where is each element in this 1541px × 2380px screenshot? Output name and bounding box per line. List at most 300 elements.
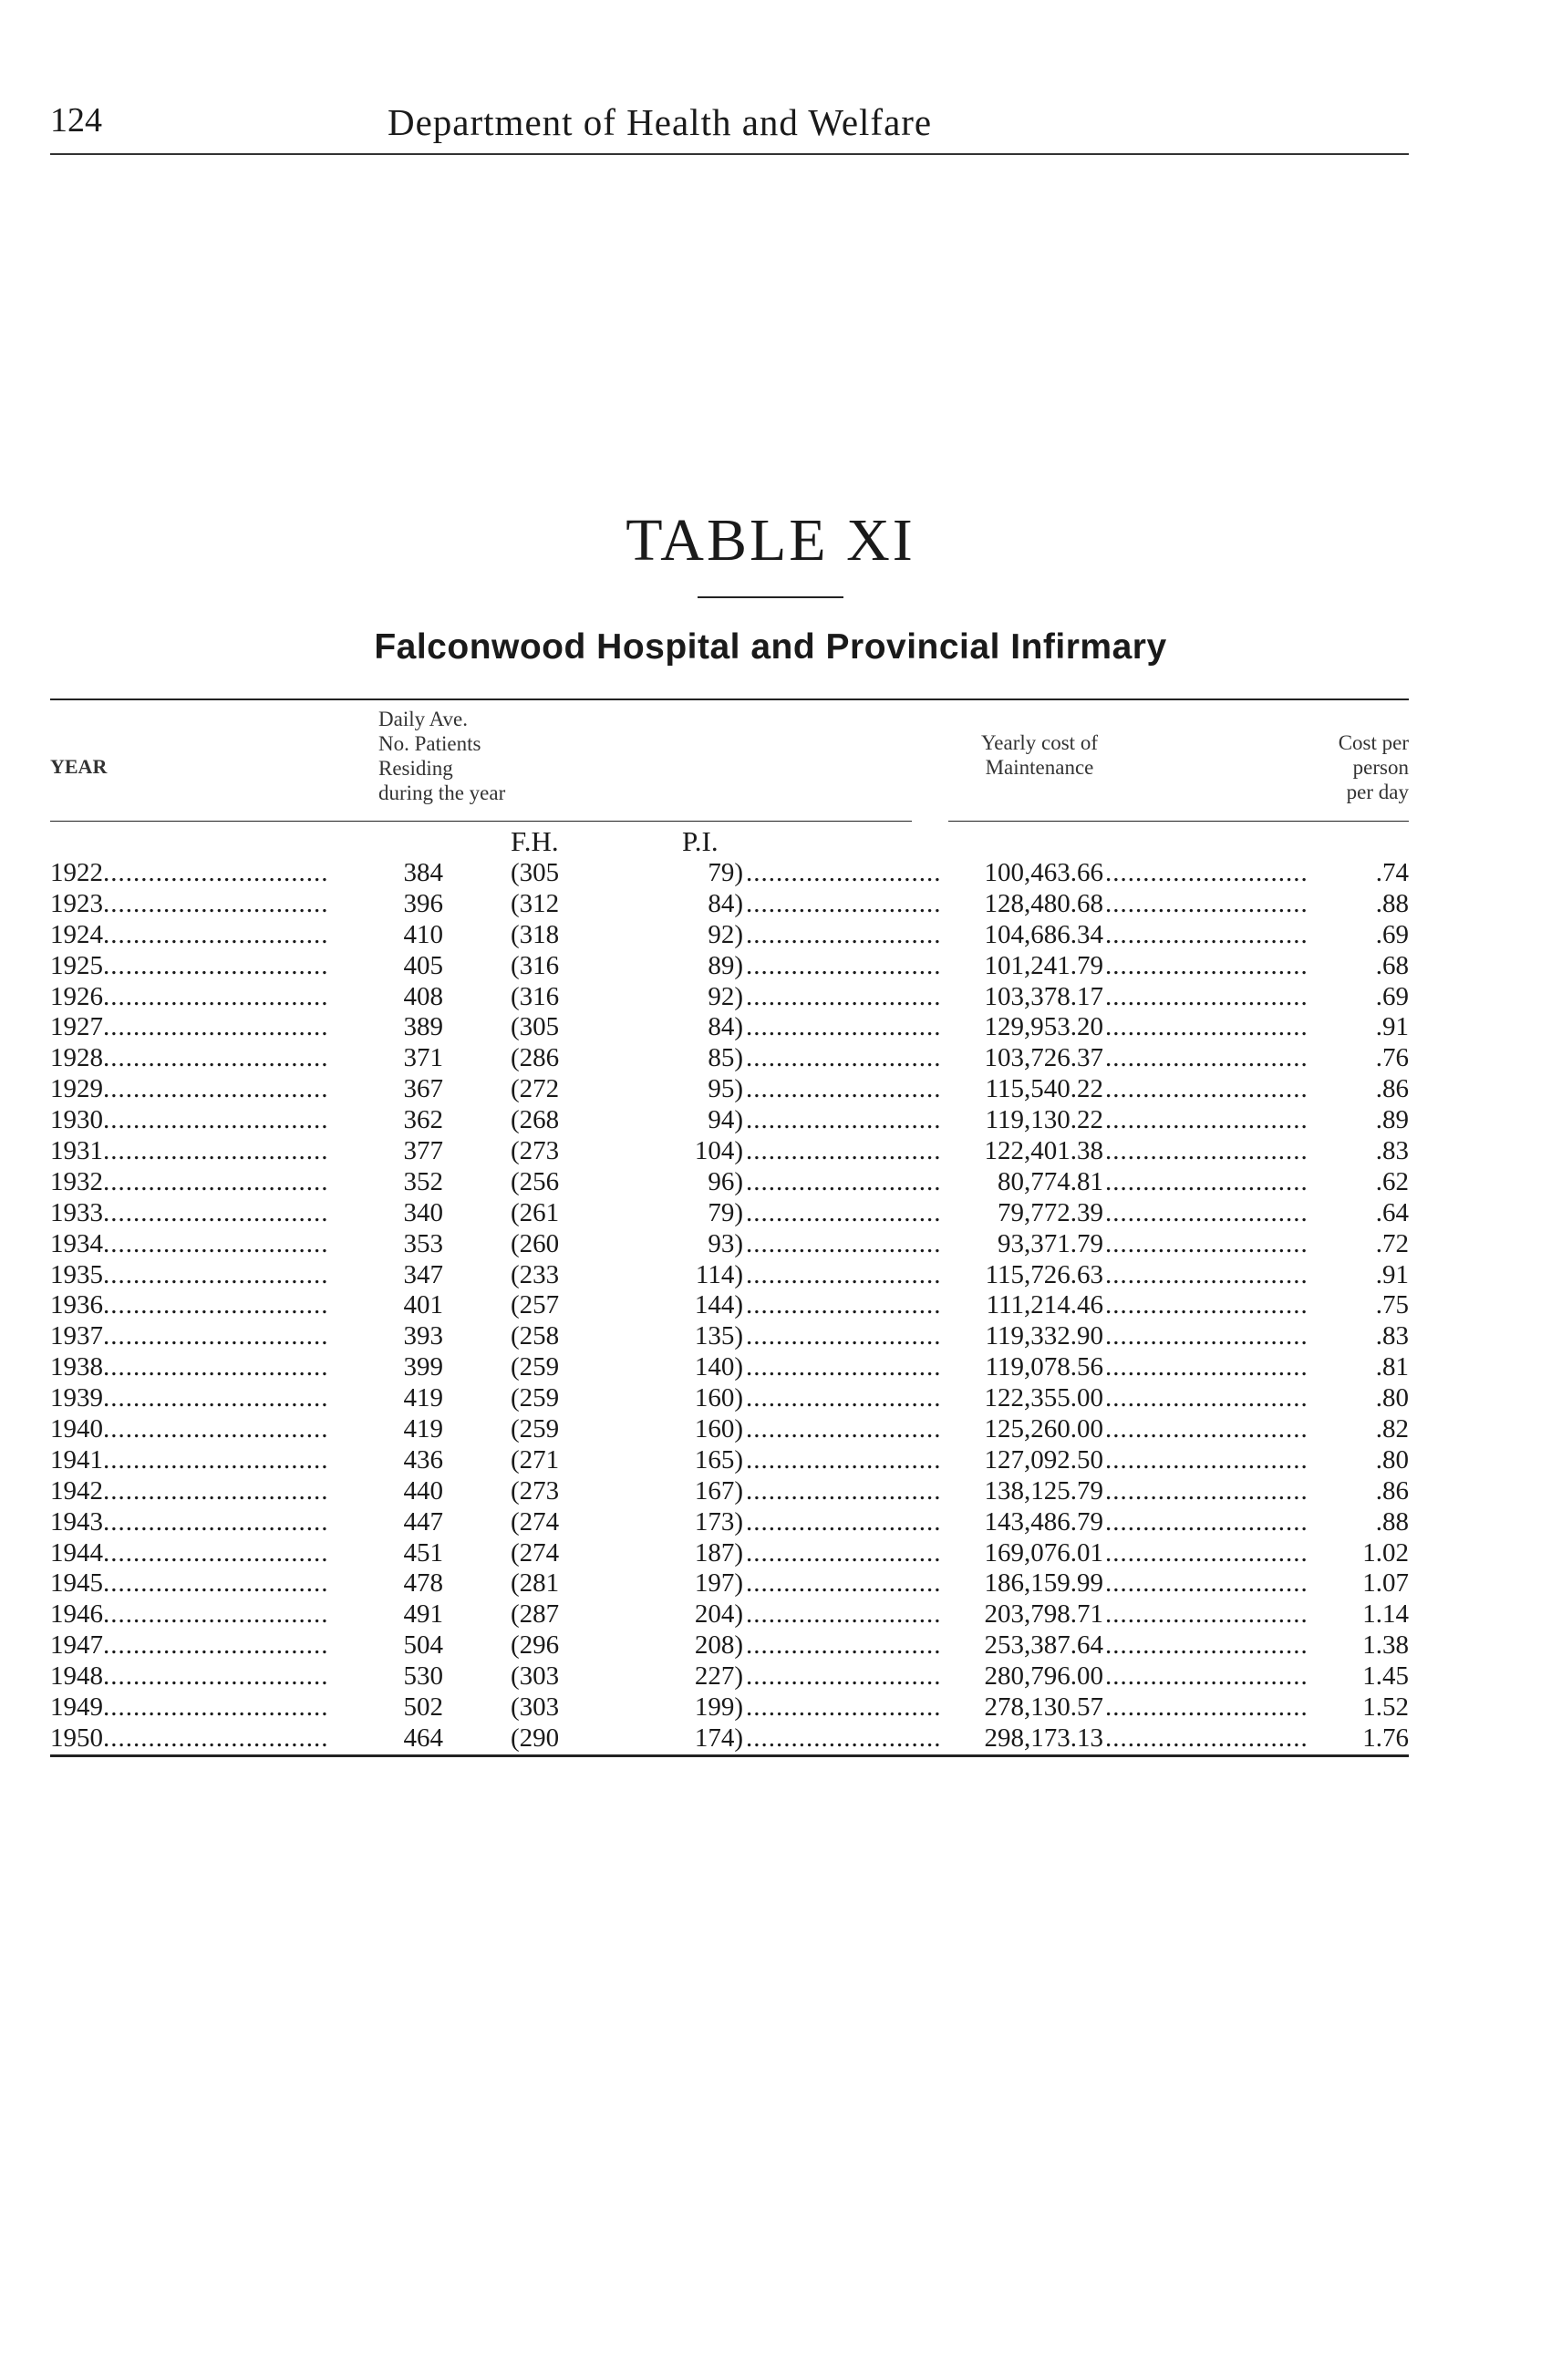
pi-count-cell: 197) xyxy=(694,1568,743,1599)
subheader-pi: P.I. xyxy=(682,825,719,857)
pi-count-cell: 160) xyxy=(694,1414,743,1444)
table-row xyxy=(0,1630,1541,1661)
year-label: 1946 xyxy=(50,1599,103,1630)
cost-per-day-cell: .76 xyxy=(1375,1043,1409,1073)
year-cell xyxy=(50,1136,328,1167)
page-number: 124 xyxy=(50,101,102,140)
year-cell xyxy=(50,1321,328,1352)
yearly-cost-cell: 111,214.46 xyxy=(986,1290,1103,1320)
leader-dots xyxy=(746,920,942,951)
year-cell xyxy=(50,1198,328,1229)
table-row xyxy=(0,1568,1541,1599)
leader-dots xyxy=(746,1507,942,1538)
pi-count-cell: 204) xyxy=(694,1599,743,1630)
cost-per-day-cell: 1.07 xyxy=(1362,1568,1409,1599)
year-cell xyxy=(50,1012,328,1043)
cost-per-day-cell: 1.14 xyxy=(1362,1599,1409,1630)
year-label: 1931 xyxy=(50,1136,103,1166)
daily-average-cell: 362 xyxy=(403,1105,443,1135)
year-cell xyxy=(50,982,328,1013)
table-row xyxy=(0,1105,1541,1136)
daily-average-cell: 393 xyxy=(403,1321,443,1351)
column-header-line: Cost per xyxy=(1338,731,1409,754)
fh-count-cell: (271 xyxy=(511,1444,560,1475)
table-row xyxy=(0,1383,1541,1414)
fh-count-cell: (286 xyxy=(511,1043,560,1073)
year-cell xyxy=(50,1043,328,1074)
cost-per-day-cell: .69 xyxy=(1375,981,1409,1011)
leader-dots xyxy=(1105,1630,1308,1661)
pi-count-cell: 92) xyxy=(708,919,743,949)
pi-count-cell: 93) xyxy=(708,1228,743,1258)
table-row xyxy=(0,920,1541,951)
daily-average-cell: 419 xyxy=(403,1414,443,1444)
running-head xyxy=(50,100,1409,155)
cost-per-day-cell: .80 xyxy=(1375,1444,1409,1475)
leader-dots xyxy=(1105,1229,1308,1260)
year-label: 1926 xyxy=(50,981,103,1011)
table-row xyxy=(0,1043,1541,1074)
yearly-cost-cell: 298,173.13 xyxy=(984,1723,1103,1753)
leader-dots xyxy=(1105,1383,1308,1414)
pi-count-cell: 114) xyxy=(695,1259,743,1289)
daily-average-cell: 367 xyxy=(403,1074,443,1104)
daily-average-cell: 419 xyxy=(403,1383,443,1413)
yearly-cost-cell: 103,378.17 xyxy=(984,981,1103,1011)
leader-dots xyxy=(746,1661,942,1692)
column-header-yearly-cost xyxy=(930,730,1149,780)
table-row xyxy=(0,1599,1541,1630)
year-cell xyxy=(50,1167,328,1198)
table-row xyxy=(0,1661,1541,1692)
year-label: 1938 xyxy=(50,1352,103,1382)
leader-dots xyxy=(746,1136,942,1167)
header-bottom-rule xyxy=(948,821,1409,822)
pi-count-cell: 174) xyxy=(694,1723,743,1753)
leader-dots xyxy=(1105,1290,1308,1321)
pi-count-cell: 173) xyxy=(694,1506,743,1537)
leader-dots xyxy=(1105,1167,1308,1198)
year-label: 1922 xyxy=(50,858,103,887)
running-title: Department of Health and Welfare xyxy=(388,101,933,143)
leader-dots xyxy=(746,1383,942,1414)
yearly-cost-cell: 104,686.34 xyxy=(984,919,1103,949)
year-label: 1923 xyxy=(50,888,103,918)
leader-dots xyxy=(1105,1414,1308,1445)
year-label: 1936 xyxy=(50,1290,103,1320)
table-subtitle: Falconwood Hospital and Provincial Infirmary xyxy=(374,627,1167,667)
table-row xyxy=(0,1352,1541,1383)
year-label: 1927 xyxy=(50,1012,103,1042)
table-row xyxy=(0,1167,1541,1198)
column-header-line: Yearly cost of xyxy=(981,731,1098,754)
fh-count-cell: (268 xyxy=(511,1105,560,1135)
yearly-cost-cell: 186,159.99 xyxy=(984,1568,1103,1599)
year-cell xyxy=(50,858,328,889)
year-cell xyxy=(50,920,328,951)
cost-per-day-cell: .72 xyxy=(1375,1228,1409,1258)
fh-count-cell: (256 xyxy=(511,1166,560,1196)
cost-per-day-cell: .74 xyxy=(1375,858,1409,887)
daily-average-cell: 353 xyxy=(403,1228,443,1258)
fh-count-cell: (287 xyxy=(511,1599,560,1630)
year-cell xyxy=(50,1538,328,1569)
table-row xyxy=(0,858,1541,889)
leader-dots xyxy=(746,1445,942,1476)
cost-per-day-cell: 1.76 xyxy=(1362,1723,1409,1753)
year-cell xyxy=(50,1290,328,1321)
year-label: 1948 xyxy=(50,1661,103,1692)
leader-dots xyxy=(746,1105,942,1136)
table-row xyxy=(0,1260,1541,1291)
daily-average-cell: 491 xyxy=(403,1599,443,1630)
fh-count-cell: (259 xyxy=(511,1383,560,1413)
table-row xyxy=(0,1538,1541,1569)
table-row xyxy=(0,1321,1541,1352)
table-row xyxy=(0,951,1541,982)
year-cell xyxy=(50,1414,328,1445)
year-label: 1934 xyxy=(50,1228,103,1258)
leader-dots xyxy=(1105,1538,1308,1569)
pi-count-cell: 135) xyxy=(694,1321,743,1351)
leader-dots xyxy=(1105,1012,1308,1043)
leader-dots xyxy=(1105,858,1308,889)
pi-count-cell: 84) xyxy=(708,1012,743,1042)
pi-count-cell: 84) xyxy=(708,888,743,918)
table-title: TABLE XI xyxy=(626,507,915,574)
leader-dots xyxy=(746,982,942,1013)
cost-per-day-cell: .86 xyxy=(1375,1475,1409,1506)
fh-count-cell: (233 xyxy=(511,1259,560,1289)
year-label: 1929 xyxy=(50,1074,103,1104)
daily-average-cell: 396 xyxy=(403,888,443,918)
fh-count-cell: (316 xyxy=(511,981,560,1011)
cost-per-day-cell: .88 xyxy=(1375,1506,1409,1537)
daily-average-cell: 502 xyxy=(403,1692,443,1723)
leader-dots xyxy=(746,1321,942,1352)
fh-count-cell: (258 xyxy=(511,1321,560,1351)
cost-per-day-cell: .89 xyxy=(1375,1105,1409,1135)
leader-dots xyxy=(1105,1352,1308,1383)
cost-per-day-cell: .83 xyxy=(1375,1136,1409,1166)
yearly-cost-cell: 115,540.22 xyxy=(985,1074,1103,1104)
year-cell xyxy=(50,1692,328,1723)
year-label: 1943 xyxy=(50,1506,103,1537)
fh-count-cell: (303 xyxy=(511,1692,560,1723)
fh-count-cell: (305 xyxy=(511,1012,560,1042)
column-header-year: YEAR xyxy=(50,755,108,778)
leader-dots xyxy=(746,889,942,920)
yearly-cost-cell: 103,726.37 xyxy=(984,1043,1103,1073)
daily-average-cell: 384 xyxy=(403,858,443,887)
pi-count-cell: 79) xyxy=(708,1197,743,1227)
leader-dots xyxy=(746,1352,942,1383)
pi-count-cell: 199) xyxy=(694,1692,743,1723)
year-label: 1930 xyxy=(50,1105,103,1135)
leader-dots xyxy=(1105,1105,1308,1136)
table-top-rule xyxy=(50,698,1409,700)
leader-dots xyxy=(1105,1723,1308,1754)
daily-average-cell: 389 xyxy=(403,1012,443,1042)
year-label: 1924 xyxy=(50,919,103,949)
cost-per-day-cell: .62 xyxy=(1375,1166,1409,1196)
pi-count-cell: 96) xyxy=(708,1166,743,1196)
leader-dots xyxy=(746,1723,942,1754)
yearly-cost-cell: 127,092.50 xyxy=(984,1444,1103,1475)
yearly-cost-cell: 143,486.79 xyxy=(984,1506,1103,1537)
leader-dots xyxy=(746,858,942,889)
pi-count-cell: 144) xyxy=(694,1290,743,1320)
pi-count-cell: 167) xyxy=(694,1475,743,1506)
year-label: 1933 xyxy=(50,1197,103,1227)
leader-dots xyxy=(746,1290,942,1321)
cost-per-day-cell: .68 xyxy=(1375,950,1409,980)
leader-dots xyxy=(1105,1260,1308,1291)
yearly-cost-cell: 122,401.38 xyxy=(984,1136,1103,1166)
yearly-cost-cell: 100,463.66 xyxy=(984,858,1103,887)
leader-dots xyxy=(1105,1043,1308,1074)
year-cell xyxy=(50,1723,328,1754)
year-label: 1932 xyxy=(50,1166,103,1196)
yearly-cost-cell: 93,371.79 xyxy=(998,1228,1103,1258)
leader-dots xyxy=(1105,1136,1308,1167)
leader-dots xyxy=(746,1599,942,1630)
leader-dots xyxy=(746,1476,942,1507)
leader-dots xyxy=(746,1260,942,1291)
subheader-fh: F.H. xyxy=(511,825,559,857)
yearly-cost-cell: 169,076.01 xyxy=(984,1537,1103,1568)
table-row xyxy=(0,1507,1541,1538)
daily-average-cell: 347 xyxy=(403,1259,443,1289)
table-bottom-rule xyxy=(50,1754,1409,1757)
fh-count-cell: (303 xyxy=(511,1661,560,1692)
daily-average-cell: 530 xyxy=(403,1661,443,1692)
leader-dots xyxy=(746,1198,942,1229)
daily-average-cell: 340 xyxy=(403,1197,443,1227)
fh-count-cell: (274 xyxy=(511,1506,560,1537)
year-cell xyxy=(50,1599,328,1630)
column-header-line: Maintenance xyxy=(985,756,1094,779)
yearly-cost-cell: 122,355.00 xyxy=(984,1383,1103,1413)
daily-average-cell: 401 xyxy=(403,1290,443,1320)
yearly-cost-cell: 79,772.39 xyxy=(998,1197,1103,1227)
fh-count-cell: (273 xyxy=(511,1136,560,1166)
year-label: 1950 xyxy=(50,1723,103,1753)
pi-count-cell: 227) xyxy=(694,1661,743,1692)
daily-average-cell: 371 xyxy=(403,1043,443,1073)
table-row xyxy=(0,1445,1541,1476)
fh-count-cell: (273 xyxy=(511,1475,560,1506)
cost-per-day-cell: 1.52 xyxy=(1362,1692,1409,1723)
title-underline xyxy=(698,596,843,598)
fh-count-cell: (257 xyxy=(511,1290,560,1320)
column-header-line: per day xyxy=(1346,781,1409,803)
yearly-cost-cell: 119,332.90 xyxy=(985,1321,1103,1351)
cost-per-day-cell: .82 xyxy=(1375,1414,1409,1444)
daily-average-cell: 352 xyxy=(403,1166,443,1196)
yearly-cost-cell: 129,953.20 xyxy=(984,1012,1103,1042)
pi-count-cell: 85) xyxy=(708,1043,743,1073)
daily-average-cell: 504 xyxy=(403,1630,443,1661)
fh-count-cell: (261 xyxy=(511,1197,560,1227)
pi-count-cell: 140) xyxy=(694,1352,743,1382)
daily-average-cell: 447 xyxy=(403,1506,443,1537)
cost-per-day-cell: .83 xyxy=(1375,1321,1409,1351)
table-row xyxy=(0,1074,1541,1105)
leader-dots xyxy=(1105,1661,1308,1692)
year-cell xyxy=(50,1661,328,1692)
daily-average-cell: 451 xyxy=(403,1537,443,1568)
daily-average-cell: 405 xyxy=(403,950,443,980)
yearly-cost-cell: 101,241.79 xyxy=(984,950,1103,980)
fh-count-cell: (305 xyxy=(511,858,560,887)
table-row xyxy=(0,1198,1541,1229)
leader-dots xyxy=(1105,1568,1308,1599)
pi-count-cell: 89) xyxy=(708,950,743,980)
year-label: 1942 xyxy=(50,1475,103,1506)
year-cell xyxy=(50,951,328,982)
leader-dots xyxy=(746,1074,942,1105)
cost-per-day-cell: .91 xyxy=(1375,1012,1409,1042)
table-row xyxy=(0,1723,1541,1754)
year-label: 1940 xyxy=(50,1414,103,1444)
pi-count-cell: 95) xyxy=(708,1074,743,1104)
table-row xyxy=(0,1012,1541,1043)
column-header-line: during the year xyxy=(378,781,506,804)
leader-dots xyxy=(1105,1445,1308,1476)
leader-dots xyxy=(1105,920,1308,951)
fh-count-cell: (260 xyxy=(511,1228,560,1258)
yearly-cost-cell: 125,260.00 xyxy=(984,1414,1103,1444)
cost-per-day-cell: 1.38 xyxy=(1362,1630,1409,1661)
leader-dots xyxy=(1105,951,1308,982)
cost-per-day-cell: 1.45 xyxy=(1362,1661,1409,1692)
pi-count-cell: 104) xyxy=(694,1136,743,1166)
year-cell xyxy=(50,1260,328,1291)
year-cell xyxy=(50,1105,328,1136)
leader-dots xyxy=(1105,1476,1308,1507)
column-header-line: Daily Ave. xyxy=(378,708,468,730)
yearly-cost-cell: 280,796.00 xyxy=(984,1661,1103,1692)
year-label: 1947 xyxy=(50,1630,103,1661)
year-label: 1925 xyxy=(50,950,103,980)
yearly-cost-cell: 119,078.56 xyxy=(985,1352,1103,1382)
year-label: 1937 xyxy=(50,1321,103,1351)
yearly-cost-cell: 278,130.57 xyxy=(984,1692,1103,1723)
pi-count-cell: 208) xyxy=(694,1630,743,1661)
leader-dots xyxy=(746,1043,942,1074)
column-header-line: person xyxy=(1352,756,1409,779)
pi-count-cell: 79) xyxy=(708,858,743,887)
pi-count-cell: 160) xyxy=(694,1383,743,1413)
table-row xyxy=(0,1692,1541,1723)
fh-count-cell: (296 xyxy=(511,1630,560,1661)
leader-dots xyxy=(1105,1599,1308,1630)
fh-count-cell: (272 xyxy=(511,1074,560,1104)
cost-per-day-cell: .88 xyxy=(1375,888,1409,918)
daily-average-cell: 377 xyxy=(403,1136,443,1166)
cost-per-day-cell: .91 xyxy=(1375,1259,1409,1289)
fh-count-cell: (316 xyxy=(511,950,560,980)
daily-average-cell: 410 xyxy=(403,919,443,949)
year-cell xyxy=(50,889,328,920)
fh-count-cell: (312 xyxy=(511,888,560,918)
year-cell xyxy=(50,1074,328,1105)
fh-count-cell: (281 xyxy=(511,1568,560,1599)
leader-dots xyxy=(746,1414,942,1445)
cost-per-day-cell: .86 xyxy=(1375,1074,1409,1104)
leader-dots xyxy=(746,1692,942,1723)
cost-per-day-cell: .80 xyxy=(1375,1383,1409,1413)
pi-count-cell: 165) xyxy=(694,1444,743,1475)
column-header-line: Residing xyxy=(378,757,453,780)
yearly-cost-cell: 115,726.63 xyxy=(985,1259,1103,1289)
year-label: 1939 xyxy=(50,1383,103,1413)
table-body xyxy=(0,858,1541,1754)
daily-average-cell: 440 xyxy=(403,1475,443,1506)
daily-average-cell: 436 xyxy=(403,1444,443,1475)
table-row xyxy=(0,1136,1541,1167)
yearly-cost-cell: 80,774.81 xyxy=(998,1166,1103,1196)
year-cell xyxy=(50,1507,328,1538)
year-label: 1949 xyxy=(50,1692,103,1723)
leader-dots xyxy=(1105,1074,1308,1105)
leader-dots xyxy=(1105,1321,1308,1352)
year-cell xyxy=(50,1476,328,1507)
year-cell xyxy=(50,1445,328,1476)
fh-count-cell: (290 xyxy=(511,1723,560,1753)
header-bottom-rule xyxy=(50,821,912,822)
table-row xyxy=(0,1414,1541,1445)
year-label: 1944 xyxy=(50,1537,103,1568)
cost-per-day-cell: .75 xyxy=(1375,1290,1409,1320)
leader-dots xyxy=(1105,1198,1308,1229)
pi-count-cell: 92) xyxy=(708,981,743,1011)
cost-per-day-cell: .69 xyxy=(1375,919,1409,949)
leader-dots xyxy=(746,1568,942,1599)
leader-dots xyxy=(746,951,942,982)
table-row xyxy=(0,1290,1541,1321)
daily-average-cell: 478 xyxy=(403,1568,443,1599)
year-cell xyxy=(50,1383,328,1414)
leader-dots xyxy=(1105,1692,1308,1723)
year-cell xyxy=(50,1352,328,1383)
pi-count-cell: 187) xyxy=(694,1537,743,1568)
cost-per-day-cell: 1.02 xyxy=(1362,1537,1409,1568)
leader-dots xyxy=(1105,982,1308,1013)
daily-average-cell: 464 xyxy=(403,1723,443,1753)
fh-count-cell: (274 xyxy=(511,1537,560,1568)
leader-dots xyxy=(746,1167,942,1198)
table-row xyxy=(0,1476,1541,1507)
year-label: 1945 xyxy=(50,1568,103,1599)
year-cell xyxy=(50,1630,328,1661)
yearly-cost-cell: 119,130.22 xyxy=(985,1105,1103,1135)
fh-count-cell: (318 xyxy=(511,919,560,949)
table-row xyxy=(0,982,1541,1013)
column-header-line: No. Patients xyxy=(378,732,481,755)
yearly-cost-cell: 138,125.79 xyxy=(984,1475,1103,1506)
daily-average-cell: 408 xyxy=(403,981,443,1011)
leader-dots xyxy=(1105,1507,1308,1538)
table-row xyxy=(0,889,1541,920)
year-label: 1935 xyxy=(50,1259,103,1289)
yearly-cost-cell: 203,798.71 xyxy=(984,1599,1103,1630)
cost-per-day-cell: .64 xyxy=(1375,1197,1409,1227)
leader-dots xyxy=(746,1012,942,1043)
yearly-cost-cell: 128,480.68 xyxy=(984,888,1103,918)
column-header-cost-per-day xyxy=(1258,730,1409,804)
